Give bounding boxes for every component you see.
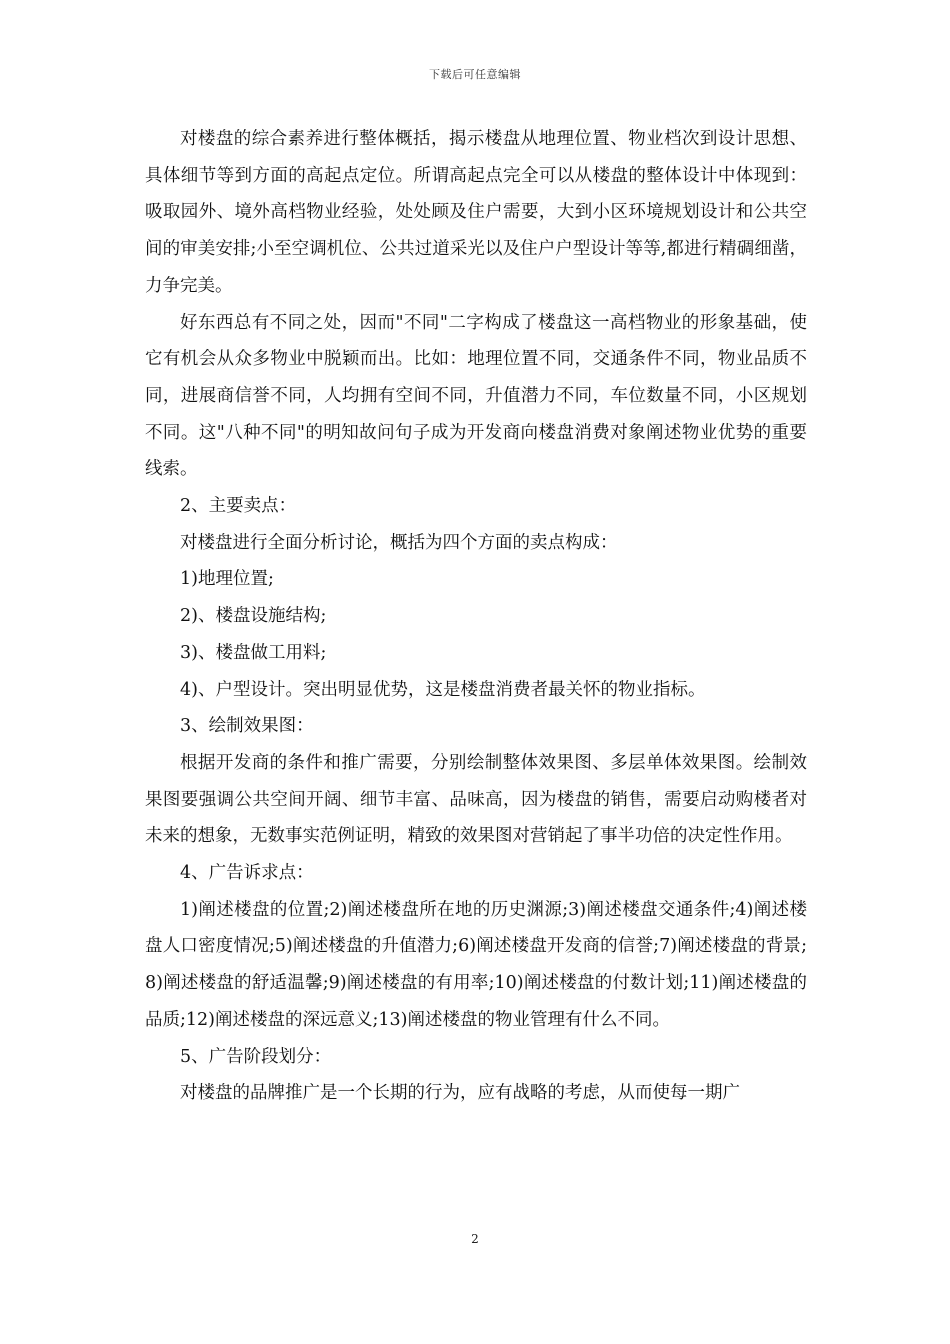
body-text bbox=[145, 121, 807, 1112]
paragraph-selling-points-intro: 对楼盘进行全面分析讨论，概括为四个方面的卖点构成： bbox=[180, 532, 618, 553]
paragraph-renderings: 根据开发商的条件和推广需要，分别绘制整体效果图、多层单体效果图。绘制效果图要强调公共空间开阔、细节丰富、品味高，因为楼盘的销售，需要启动购楼者对未来的想象，无数事实范例证明，精致的效果图对营销起了事半功倍的决定性作用。 bbox=[145, 752, 807, 847]
list-item-materials: 3)、楼盘做工用料; bbox=[180, 642, 327, 663]
list-item-location: 1)地理位置; bbox=[180, 569, 274, 590]
page-number: 2 bbox=[471, 1232, 479, 1246]
section-heading-selling-points: 2、主要卖点： bbox=[180, 496, 297, 517]
paragraph-ad-phases: 对楼盘的品牌推广是一个长期的行为，应有战略的考虑，从而使每一期广 bbox=[180, 1083, 740, 1104]
page-header: 下载后可任意编辑 bbox=[429, 68, 521, 81]
list-item-layout-design: 4)、户型设计。突出明显优势，这是楼盘消费者最关怀的物业指标。 bbox=[180, 679, 706, 700]
paragraph-differences: 好东西总有不同之处，因而"不同"二字构成了楼盘这一高档物业的形象基础，使它有机会从众多物业中脱颖而出。比如：地理位置不同，交通条件不同，物业品质不同，进展商信誉不同，人均拥有空间不同，升值潜力不同，车位数量不同，小区规划不同。这"八种不同"的明知故问句子成为开发商向楼盘消费对象阐述物业优势的重要线索。 bbox=[145, 312, 807, 480]
list-item-facilities: 2)、楼盘设施结构; bbox=[180, 606, 327, 627]
paragraph-ad-appeals: 1)阐述楼盘的位置;2)阐述楼盘所在地的历史渊源;3)阐述楼盘交通条件;4)阐述楼盘人口密度情况;5)阐述楼盘的升值潜力;6)阐述楼盘开发商的信誉;7)阐述楼盘的背景;8)阐述楼盘的舒适温馨;9)阐述楼盘的有用率;10)阐述楼盘的付数计划;11)阐述楼盘的品质;12)阐述楼盘的深远意义;13)阐述楼盘的物业管理有什么不同。 bbox=[145, 899, 807, 1030]
paragraph-overview: 对楼盘的综合素养进行整体概括，揭示楼盘从地理位置、物业档次到设计思想、具体细节等到方面的高起点定位。所谓高起点完全可以从楼盘的整体设计中体现到：吸取园外、境外高档物业经验，处处顾及住户需要，大到小区环境规划设计和公共空间的审美安排;小至空调机位、公共过道采光以及住户户型设计等等,都进行精碉细凿，力争完美。 bbox=[145, 129, 807, 296]
section-heading-ad-phases: 5、广告阶段划分： bbox=[180, 1046, 332, 1067]
section-heading-ad-appeals: 4、广告诉求点： bbox=[180, 863, 314, 884]
section-heading-renderings: 3、绘制效果图： bbox=[180, 716, 314, 737]
